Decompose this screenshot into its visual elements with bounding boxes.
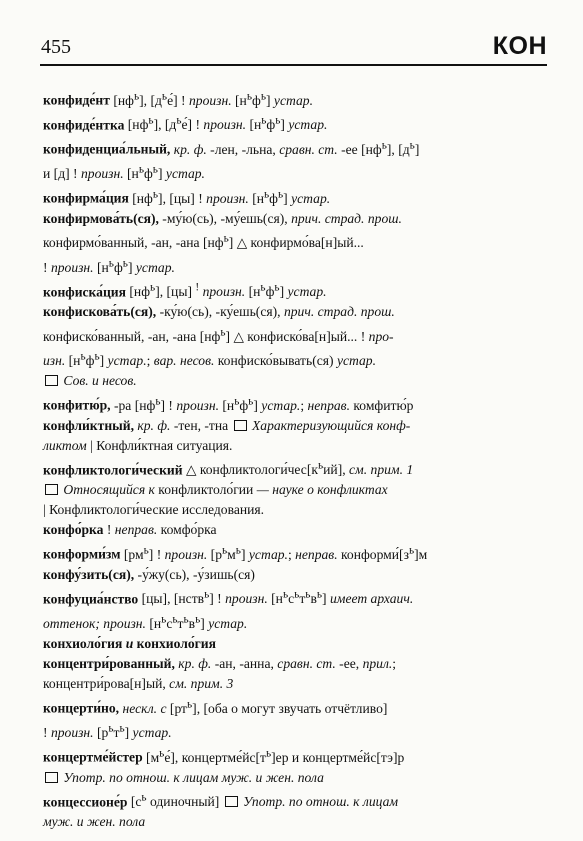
dictionary-entry bbox=[43, 302, 543, 391]
entry-headword: конфиде́нт bbox=[43, 92, 110, 108]
entry-body: кр. ф. -лен, -льна, сравн. ст. -ее $[нф^ь]$, $[д^ь]$ и [д] ! произн. $[н^ьф^ь]$ устар. bbox=[43, 139, 420, 182]
entry-headword: конфликтологи́ческий bbox=[43, 462, 183, 478]
dictionary-entry bbox=[43, 184, 543, 209]
dictionary-entry bbox=[43, 743, 543, 788]
box-icon bbox=[45, 772, 58, 783]
dictionary-entry bbox=[43, 654, 543, 694]
entry-body: -ра $[нф^ь]$ ! произн. $[н^ьф^ь]$ устар.; неправ. комфитю́р bbox=[110, 395, 414, 413]
entry-body: [$с^ь$ одиночный] Употр. по отнош. к лицам муж. и жен. пола bbox=[43, 791, 399, 830]
dictionary-entry bbox=[43, 209, 543, 278]
entry-headword: конфирмова́ть(ся), bbox=[43, 210, 159, 226]
dictionary-entry bbox=[43, 391, 543, 416]
entry-body: ! неправ. комфо́рка bbox=[103, 522, 217, 538]
entry-body: △ $конфликтологи́чес[к^ьий]$, см. прим. 1 Относящийся к конфликтоло́гии — науке о конфликтах | Конфликтологи́ческие исследования. bbox=[43, 459, 414, 518]
dictionary-column bbox=[43, 86, 543, 832]
entry-headword: конфитю́р, bbox=[43, 397, 111, 413]
entry-headword: концертме́йстер bbox=[43, 749, 143, 765]
dictionary-entry bbox=[43, 565, 543, 585]
entry-headword: конфиденциа́льный, bbox=[43, 141, 171, 157]
dictionary-entry bbox=[43, 416, 543, 456]
entry-headword: конфиде́нтка bbox=[43, 117, 125, 133]
entry-body: $[нф^ь]$, $[д^ье́]$ ! произн. $[н^ьф^ь]$ устар. bbox=[124, 114, 328, 133]
dictionary-entry bbox=[43, 788, 543, 833]
entry-headword: конфирма́ция bbox=[43, 190, 129, 206]
entry-headword: конфли́ктный, bbox=[43, 417, 134, 433]
entry-headword: конфуциа́нство bbox=[43, 591, 139, 607]
running-head: КОН bbox=[492, 32, 547, 60]
dictionary-entry bbox=[43, 520, 543, 540]
page-number: 455 bbox=[41, 36, 71, 58]
entry-body: $[м^ье́]$, $концертме́йс[т^ь]ер$ и концертме́йс[тэ]р Употр. по отнош. к лицам муж. и жен. пола bbox=[43, 750, 404, 785]
entry-headword: конфо́рка bbox=[43, 522, 104, 538]
header-rule bbox=[40, 64, 547, 66]
dictionary-entry bbox=[43, 86, 543, 111]
entry-body: кр. ф. -ан, -анна, сравн. ст. -ее, прил.; концентри́рова[н]ый, см. прим. 3 bbox=[43, 655, 397, 691]
entry-body: $[нф^ь]$, [цы] ! произн. $[н^ьф^ь]$ устар. bbox=[126, 281, 327, 300]
entry-headword: конхиоло́гия и конхиоло́гия bbox=[43, 635, 216, 651]
entry-headword: концессионе́р bbox=[43, 794, 128, 810]
dictionary-entry bbox=[43, 456, 543, 521]
entry-headword: конфискова́ть(ся), bbox=[43, 304, 157, 320]
entry-headword: конформи́зм bbox=[43, 546, 121, 562]
entry-body: $[нф^ь]$, $[д^ье́]$ ! произн. $[н^ьф^ь]$ устар. bbox=[109, 90, 313, 108]
entry-body: $[рм^ь]$ ! произн. $[р^ьм^ь]$ устар.; неправ. $конформи́[з^ь]м$ bbox=[120, 544, 428, 562]
box-icon bbox=[45, 375, 58, 386]
dictionary-entry bbox=[43, 111, 543, 136]
dictionary-entry bbox=[43, 634, 543, 654]
entry-body: -му́ю(сь), -му́ешь(ся), прич. страд. прош. конфирмо́ванный, -ан, -ана $[нф^ь]$ △ конфирмо́ва[н]ый... ! произн. $[н^ьф^ь]$ устар. bbox=[43, 210, 402, 275]
entry-body: -у́жу(сь), -у́зишь(ся) bbox=[134, 566, 255, 582]
dictionary-entry bbox=[43, 135, 543, 184]
box-icon bbox=[234, 420, 247, 431]
entry-headword: концентри́рованный, bbox=[43, 655, 175, 671]
entry-body: -ку́ю(сь), -ку́ешь(ся), прич. страд. прош. конфиско́ванный, -ан, -ана $[нф^ь]$ △ конфиско́ва[н]ый... ! про- изн. $[н^ьф^ь]$ устар.; вар. несов. конфиско́вывать(ся) устар. Сов. и несов. bbox=[43, 304, 395, 389]
dictionary-entry bbox=[43, 540, 543, 565]
dictionary-entry bbox=[43, 694, 543, 743]
entry-headword: конфу́зить(ся), bbox=[43, 566, 135, 582]
dictionary-entry bbox=[43, 278, 543, 303]
box-icon bbox=[45, 484, 58, 495]
entry-headword: конфиска́ция bbox=[43, 284, 126, 300]
entry-body: нескл. с $[рт^ь]$, [оба о могут звучать отчётливо] ! произн. $[р^ьт^ь]$ устар. bbox=[43, 697, 388, 741]
entry-body: кр. ф. -тен, -тна Характеризующийся конф- ликтом | Конфли́ктная ситуация. bbox=[43, 417, 411, 453]
entry-body: $[нф^ь]$, [цы] ! произн. $[н^ьф^ь]$ устар. bbox=[128, 188, 331, 206]
entry-body: [цы], [нств$^ь$] ! произн. $[н^ьс^ьт^ьв^ь]$ имеет архаич. оттенок; произн. $[н^ьс^ьт^ьв^ь]$ устар. bbox=[43, 588, 414, 631]
entry-headword: концерти́но, bbox=[43, 700, 120, 716]
box-icon bbox=[225, 796, 238, 807]
dictionary-entry bbox=[43, 585, 543, 634]
